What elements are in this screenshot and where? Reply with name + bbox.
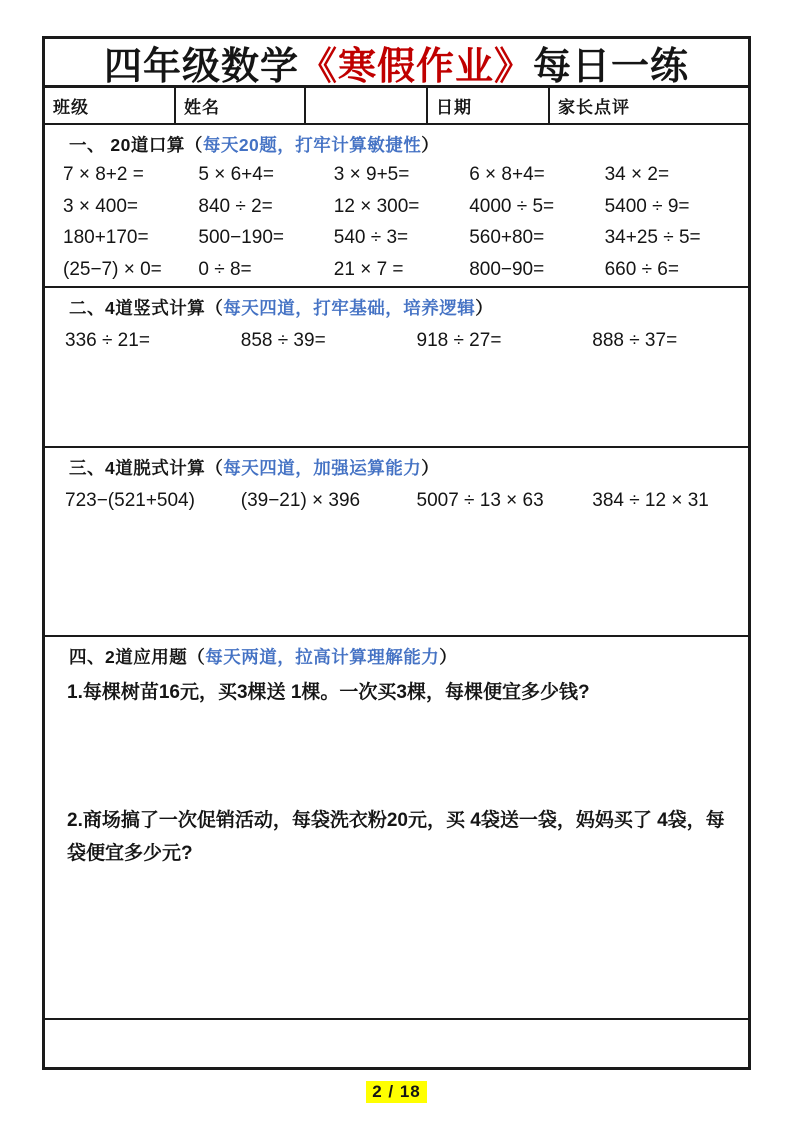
blank-answer-row bbox=[45, 1020, 748, 1067]
math-problem: 888 ÷ 37= bbox=[592, 330, 678, 351]
math-problem: 336 ÷ 21= bbox=[65, 330, 150, 351]
math-problem: 3 × 9+5= bbox=[333, 164, 410, 185]
date-cell bbox=[428, 88, 550, 123]
word-problem-1: 1.每棵树苗16元，买3棵送 1棵。一次买3棵，每棵便宜多少钱? bbox=[67, 682, 590, 703]
math-problem: 4000 ÷ 5= bbox=[469, 195, 555, 217]
title-grade-subject: 四年级数学 bbox=[103, 45, 299, 88]
section-note: 每天四道，打牢基础，培养逻辑 bbox=[223, 298, 476, 318]
page-footer bbox=[0, 1081, 793, 1103]
math-problem: 0 ÷ 8= bbox=[198, 258, 252, 280]
section-heading bbox=[45, 132, 748, 159]
section-step-calc bbox=[45, 448, 748, 637]
paren-close: ） bbox=[475, 298, 494, 318]
title-daily-practice: 每日一练 bbox=[533, 45, 690, 88]
section-note: 每天两道，拉高计算理解能力 bbox=[205, 647, 440, 667]
math-problem: 21 × 7 = bbox=[333, 258, 404, 280]
worksheet-title bbox=[45, 39, 748, 88]
math-problem: 34+25 ÷ 5= bbox=[604, 227, 701, 248]
paren-close: ） bbox=[421, 458, 440, 478]
section-title: 四、2道应用题 bbox=[69, 647, 188, 667]
paren-close: ） bbox=[421, 135, 440, 155]
math-problem: 5400 ÷ 9= bbox=[604, 195, 690, 217]
word-problem-2: 2.商场搞了一次促销活动，每袋洗衣粉20元，买 4袋送一袋，妈妈买了 4袋，每袋便宜多少元? bbox=[67, 810, 725, 864]
math-problem: 180+170= bbox=[63, 227, 149, 248]
section-oral-calc bbox=[45, 125, 748, 288]
math-problem: 500−190= bbox=[198, 227, 284, 248]
paren-open: （ bbox=[184, 135, 203, 155]
paren-open: （ bbox=[205, 458, 224, 478]
paren-open: （ bbox=[187, 647, 206, 667]
class-cell bbox=[45, 88, 176, 123]
math-problem: 918 ÷ 27= bbox=[416, 330, 502, 351]
math-problem: 858 ÷ 39= bbox=[240, 330, 326, 351]
date-label: 日期 bbox=[436, 98, 472, 117]
paren-open: （ bbox=[205, 298, 224, 318]
name-fill-cell bbox=[306, 88, 428, 123]
math-problem: 6 × 8+4= bbox=[469, 164, 545, 185]
math-problem: (25−7) × 0= bbox=[63, 258, 162, 280]
math-problem: 723−(521+504) bbox=[65, 490, 195, 511]
name-label: 姓名 bbox=[184, 98, 220, 117]
section-title: 二、4道竖式计算 bbox=[69, 298, 206, 318]
math-problem: 800−90= bbox=[469, 258, 545, 280]
title-book-name: 《寒假作业》 bbox=[298, 45, 533, 88]
math-problem: (39−21) × 396 bbox=[240, 490, 361, 511]
math-problem: 3 × 400= bbox=[63, 195, 139, 217]
math-problem: 7 × 8+2 = bbox=[63, 164, 144, 185]
parent-review-cell bbox=[550, 88, 748, 123]
worksheet-table bbox=[42, 36, 751, 1070]
name-cell bbox=[176, 88, 306, 123]
oral-calc-grid bbox=[45, 159, 748, 285]
class-label: 班级 bbox=[53, 98, 89, 117]
page-number: 2 / 18 bbox=[366, 1081, 427, 1103]
math-problem: 560+80= bbox=[469, 227, 545, 248]
section-note: 每天四道，加强运算能力 bbox=[223, 458, 422, 478]
math-problem: 384 ÷ 12 × 31 bbox=[592, 490, 709, 511]
math-problem: 5007 ÷ 13 × 63 bbox=[416, 490, 544, 511]
step-calc-grid bbox=[45, 486, 748, 516]
math-problem: 540 ÷ 3= bbox=[333, 227, 409, 248]
section-vertical-calc bbox=[45, 288, 748, 448]
math-problem: 34 × 2= bbox=[604, 164, 670, 185]
section-word-problems bbox=[45, 637, 748, 1020]
math-problem: 660 ÷ 6= bbox=[604, 258, 679, 280]
parent-review-label: 家长点评 bbox=[558, 98, 630, 117]
math-problem: 12 × 300= bbox=[333, 195, 420, 217]
section-note: 每天20题，打牢计算敏捷性 bbox=[202, 135, 422, 155]
vertical-calc-grid bbox=[45, 326, 748, 356]
section-heading bbox=[45, 295, 748, 322]
section-heading bbox=[45, 455, 748, 482]
section-heading bbox=[45, 644, 748, 671]
section-title: 三、4道脱式计算 bbox=[69, 458, 206, 478]
section-title: 一、 20道口算 bbox=[69, 135, 185, 155]
paren-close: ） bbox=[439, 647, 458, 667]
math-problem: 840 ÷ 2= bbox=[198, 195, 273, 217]
info-row bbox=[45, 88, 748, 125]
math-problem: 5 × 6+4= bbox=[198, 164, 274, 185]
